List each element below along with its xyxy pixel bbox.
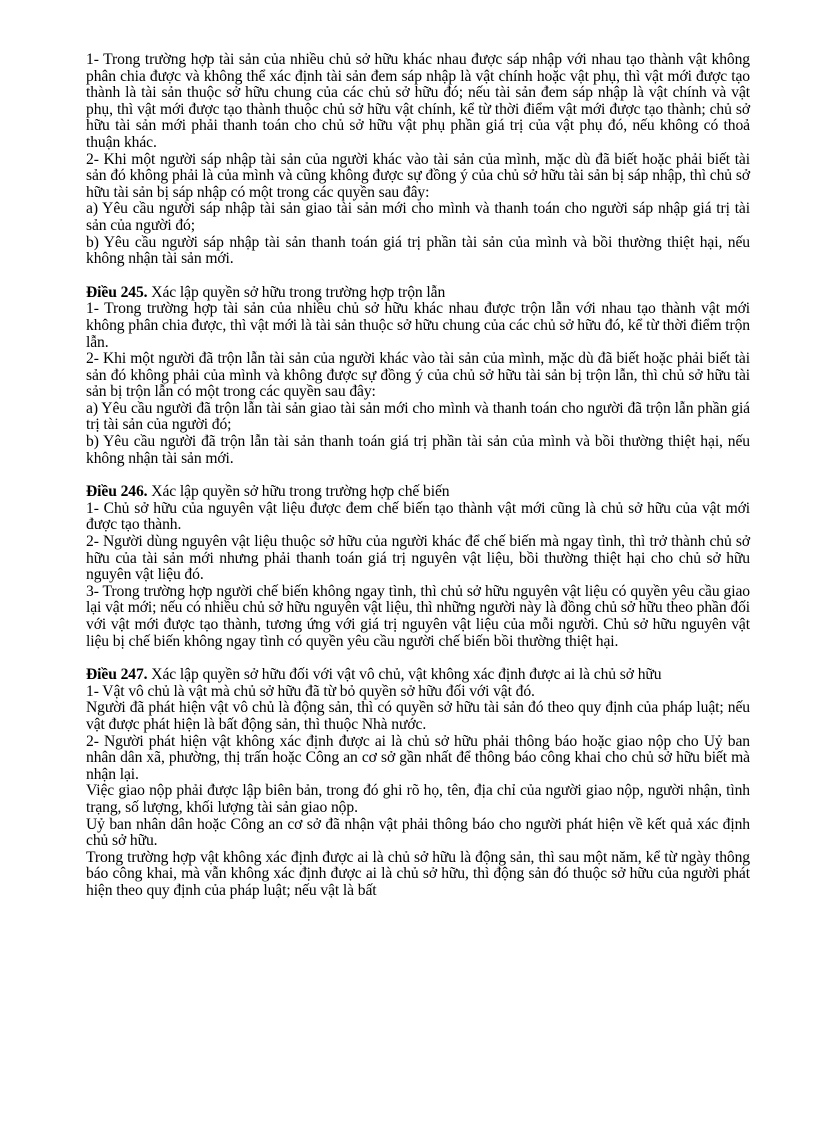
- paragraph: b) Yêu cầu người sáp nhập tài sản thanh toán giá trị phần tài sản của mình và bồi thường thiệt hại, nếu không nhận tài sản mới.: [86, 233, 750, 268]
- paragraph: 1- Trong trường hợp tài sản của nhiều chủ sở hữu khác nhau được sáp nhập với nhau tạo thành vật không phân chia được và không thể xác định tài sản đem sáp nhập là vật chính hoặc vật phụ, thì vật mới được tạo thành là tài sản thuộc sở hữu chung của các chủ sở hữu đó; nếu tài sản đem sáp nhập là vật chính và vật phụ, thì vật mới được tạo thành thuộc chủ sở hữu vật chính, kể từ thời điểm vật mới được tạo thành; chủ sở hữu tài sản mới phải thanh toán cho chủ sở hữu vật phụ phần giá trị của vật phụ đó, nếu không có thoả thuận khác.: [86, 51, 750, 151]
- paragraph: 2- Khi một người đã trộn lẫn tài sản của người khác vào tài sản của mình, mặc dù đã biết hoặc phải biết tài sản đó không phải của mình và không được sự đồng ý của chủ sở hữu tài sản bị trộn lẫn, thì chủ sở hữu tài sản bị trộn lẫn có một trong các quyền sau đây:: [86, 350, 750, 401]
- article-title: Xác lập quyền sở hữu đối với vật vô chủ, vật không xác định được ai là chủ sở hữu: [151, 666, 662, 684]
- article-247: [86, 667, 750, 899]
- paragraph: a) Yêu cầu người sáp nhập tài sản giao tài sản mới cho mình và thanh toán cho người sáp nhập giá trị tài sản của người đó;: [86, 200, 750, 234]
- paragraph: 2- Người phát hiện vật không xác định được ai là chủ sở hữu phải thông báo hoặc giao nộp cho Uỷ ban nhân dân xã, phường, thị trấn hoặc Công an cơ sở gần nhất để thông báo công khai cho chủ sở hữu biết mà nhận lại.: [86, 732, 750, 783]
- paragraph: Trong trường hợp vật không xác định được ai là chủ sở hữu là động sản, thì sau một năm, kể từ ngày thông báo công khai, mà vẫn không xác định được ai là chủ sở hữu, thì động sản đó thuộc sở hữu của người phát hiện theo quy định của pháp luật; nếu vật là bất: [86, 848, 750, 899]
- paragraph: Người đã phát hiện vật vô chủ là động sản, thì có quyền sở hữu tài sản đó theo quy định của pháp luật; nếu vật được phát hiện là bất động sản, thì thuộc Nhà nước.: [86, 699, 750, 733]
- article-heading: [86, 667, 750, 684]
- paragraph: 1- Chủ sở hữu của nguyên vật liệu được đem chế biến tạo thành vật mới cũng là chủ sở hữu của vật mới được tạo thành.: [86, 499, 750, 534]
- document-page: [86, 52, 750, 900]
- paragraph: Việc giao nộp phải được lập biên bản, trong đó ghi rõ họ, tên, địa chỉ của người giao nộp, người nhận, tình trạng, số lượng, khối lượng tài sản giao nộp.: [86, 782, 750, 816]
- article-244-continuation: [86, 52, 750, 268]
- paragraph: 1- Trong trường hợp tài sản của nhiều chủ sở hữu khác nhau được trộn lẫn với nhau tạo thành vật mới không phân chia được, thì vật mới là tài sản thuộc sở hữu chung của các chủ sở hữu đó, kể từ thời điểm trộn lẫn.: [86, 300, 750, 351]
- article-heading: [86, 484, 750, 501]
- article-number: Điều 245.: [86, 283, 148, 301]
- paragraph: 1- Vật vô chủ là vật mà chủ sở hữu đã từ bỏ quyền sở hữu đối với vật đó.: [86, 682, 535, 700]
- article-heading: [86, 285, 750, 302]
- article-number: Điều 247.: [86, 666, 148, 684]
- paragraph: Uỷ ban nhân dân hoặc Công an cơ sở đã nhận vật phải thông báo cho người phát hiện về kết quả xác định chủ sở hữu.: [86, 815, 750, 850]
- article-246: [86, 484, 750, 650]
- paragraph: 3- Trong trường hợp người chế biến không ngay tình, thì chủ sở hữu nguyên vật liệu có quyền yêu cầu giao lại vật mới; nếu có nhiều chủ sở hữu nguyên vật liệu, thì những người này là đồng chủ sở hữu theo phần đối với vật mới được tạo thành, tương ứng với giá trị nguyên vật liệu của mỗi người. Chủ sở hữu nguyên vật liệu bị chế biến không ngay tình có quyền yêu cầu người chế biến bồi thường thiệt hại.: [86, 582, 750, 650]
- article-title: Xác lập quyền sở hữu trong trường hợp chế biến: [151, 483, 450, 501]
- article-title: Xác lập quyền sở hữu trong trường hợp trộn lẫn: [151, 283, 446, 301]
- paragraph: 2- Khi một người sáp nhập tài sản của người khác vào tài sản của mình, mặc dù đã biết hoặc phải biết tài sản đó không phải là của mình và cũng không được sự đồng ý của chủ sở hữu tài sản bị sáp nhập, thì chủ sở hữu tài sản bị sáp nhập có một trong các quyền sau đây:: [86, 150, 750, 201]
- paragraph: b) Yêu cầu người đã trộn lẫn tài sản thanh toán giá trị phần tài sản của mình và bồi thường thiệt hại, nếu không nhận tài sản mới.: [86, 433, 750, 467]
- paragraph: a) Yêu cầu người đã trộn lẫn tài sản giao tài sản mới cho mình và thanh toán cho người đã trộn lẫn phần giá trị tài sản của người đó;: [86, 399, 750, 434]
- paragraph: 2- Người dùng nguyên vật liệu thuộc sở hữu của người khác để chế biến mà ngay tình, thì trở thành chủ sở hữu của tài sản mới nhưng phải thanh toán giá trị nguyên vật liệu, bồi thường thiệt hại cho chủ sở hữu nguyên vật liệu đó.: [86, 533, 750, 584]
- article-number: Điều 246.: [86, 483, 148, 501]
- article-245: [86, 285, 750, 468]
